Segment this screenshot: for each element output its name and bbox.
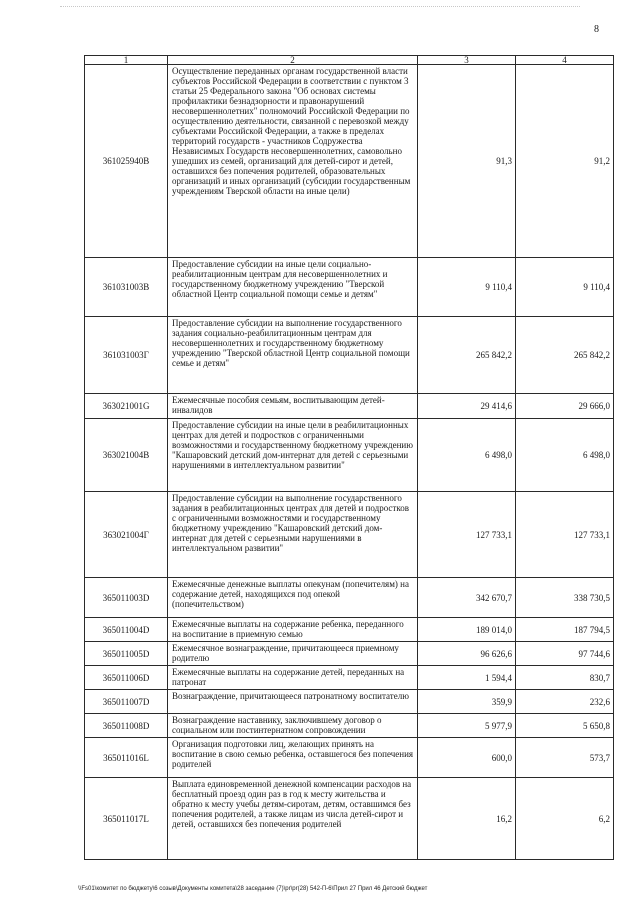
row-value-col3: 127 733,1 [418,492,516,578]
row-value-col3: 96 626,6 [418,642,516,666]
header-col-2: 2 [168,56,418,65]
row-value-col3: 359,9 [418,690,516,714]
row-value-col4: 265 842,2 [516,317,614,394]
row-description: Вознаграждение, причитающееся патронатному воспитателю [168,690,418,714]
row-code: 361031003В [85,258,168,317]
row-description: Вознаграждение наставнику, заключившему договор о социальном или постинтернатном сопровождении [168,714,418,738]
row-value-col3: 6 498,0 [418,419,516,492]
row-value-col3: 600,0 [418,738,516,778]
row-code: 365011003D [85,578,168,618]
table-row [85,317,614,394]
row-description: Ежемесячные выплаты на содержание ребенка, переданного на воспитание в приемную семью [168,618,418,642]
row-value-col3: 189 014,0 [418,618,516,642]
row-description: Выплата единовременной денежной компенсации расходов на бесплатный проезд один раз в год к месту жительства и обратно к месту учебы детям-сиротам, детям, оставшимся без попечения родителей, а также лицам из числа детей-сирот и детей, оставшихся без попечения родителей [168,778,418,860]
table-row [85,258,614,317]
row-description: Предоставление субсидии на выполнение государственного задания в реабилитационных центрах для детей и подростков с ограниченными возможностями и государственному бюджетному учреждению "Кашаровский детский дом-интернат для детей с серьезными нарушениями в интеллектуальном развитии" [168,492,418,578]
table-row [85,394,614,419]
row-value-col4: 6,2 [516,778,614,860]
table-row [85,666,614,690]
page-number: 8 [594,24,599,35]
header-col-3: 3 [418,56,516,65]
table-row [85,738,614,778]
row-value-col4: 5 650,8 [516,714,614,738]
file-path-footer: \\Fs01\комитет по бюджету\6 созыв\Документы комитета\28 заседание (7)\pr\pr(28) 542-П-6\Прил 27 Прил 46 Детский бюджет [78,886,428,892]
row-description: Ежемесячные пособия семьям, воспитывающим детей-инвалидов [168,394,418,419]
row-code: 363021001G [85,394,168,419]
table-row [85,778,614,860]
row-value-col3: 265 842,2 [418,317,516,394]
row-code: 361031003Г [85,317,168,394]
row-code: 363021004Г [85,492,168,578]
table-row [85,642,614,666]
row-value-col3: 1 594,4 [418,666,516,690]
row-value-col3: 91,3 [418,65,516,258]
budget-table [84,55,614,860]
row-code: 365011004D [85,618,168,642]
row-code: 365011016L [85,738,168,778]
header-col-4: 4 [516,56,614,65]
row-description: Предоставление субсидии на иные цели социально-реабилитационным центрам для несовершеннолетних и государственному бюджетному учреждению "Тверской областной Центр социальной помощи семье и детям" [168,258,418,317]
row-value-col4: 97 744,6 [516,642,614,666]
row-value-col3: 5 977,9 [418,714,516,738]
row-value-col4: 573,7 [516,738,614,778]
row-value-col3: 16,2 [418,778,516,860]
row-value-col3: 342 670,7 [418,578,516,618]
row-value-col4: 127 733,1 [516,492,614,578]
row-code: 363021004В [85,419,168,492]
table-row [85,690,614,714]
row-value-col4: 9 110,4 [516,258,614,317]
row-description: Организация подготовки лиц, желающих принять на воспитание в свою семью ребенка, оставшегося без попечения родителей [168,738,418,778]
table-row [85,65,614,258]
table-row [85,492,614,578]
row-code: 361025940В [85,65,168,258]
header-col-1: 1 [85,56,168,65]
row-value-col4: 6 498,0 [516,419,614,492]
row-description: Ежемесячные выплаты на содержание детей, переданных на патронат [168,666,418,690]
row-value-col4: 187 794,5 [516,618,614,642]
row-value-col4: 91,2 [516,65,614,258]
row-value-col4: 830,7 [516,666,614,690]
table-row [85,618,614,642]
row-value-col4: 232,6 [516,690,614,714]
row-description: Осуществление переданных органам государственной власти субъектов Российской Федерации в соответствии с пунктом 3 статьи 25 Федерального закона "Об основах системы профилактики безнадзорности и правонарушений несовершеннолетних" полномочий Российской Федерации по осуществлению деятельности, связанной с перевозкой между субъектами Российской Федерации, а также в пределах территорий государств - участников Содружества Независимых Государств несовершеннолетних, самовольно ушедших из семей, организаций для детей-сирот и детей, оставшихся без попечения родителей, образовательных организаций и иных организаций (субсидии государственным учреждениям Тверской области на иные цели) [168,65,418,258]
row-code: 365011005D [85,642,168,666]
table-row [85,578,614,618]
row-code: 365011017L [85,778,168,860]
row-value-col3: 29 414,6 [418,394,516,419]
row-code: 365011007D [85,690,168,714]
row-description: Ежемесячное вознаграждение, причитающееся приемному родителю [168,642,418,666]
row-code: 365011006D [85,666,168,690]
row-value-col4: 29 666,0 [516,394,614,419]
table-row [85,419,614,492]
row-value-col3: 9 110,4 [418,258,516,317]
row-description: Ежемесячные денежные выплаты опекунам (попечителям) на содержание детей, находящихся под опекой (попечительством) [168,578,418,618]
row-description: Предоставление субсидии на иные цели в реабилитационных центрах для детей и подростков с ограниченными возможностями и государственному бюджетному учреждению "Кашаровский детский дом-интернат для детей с серьезными нарушениями в интеллектуальном развитии" [168,419,418,492]
row-code: 365011008D [85,714,168,738]
header-row [85,56,614,65]
table-row [85,714,614,738]
row-description: Предоставление субсидии на выполнение государственного задания социально-реабилитационным центрам для несовершеннолетних и государственному бюджетному учреждению "Тверской областной Центр социальной помощи семье и детям" [168,317,418,394]
scan-artifact-line [60,6,580,8]
row-value-col4: 338 730,5 [516,578,614,618]
